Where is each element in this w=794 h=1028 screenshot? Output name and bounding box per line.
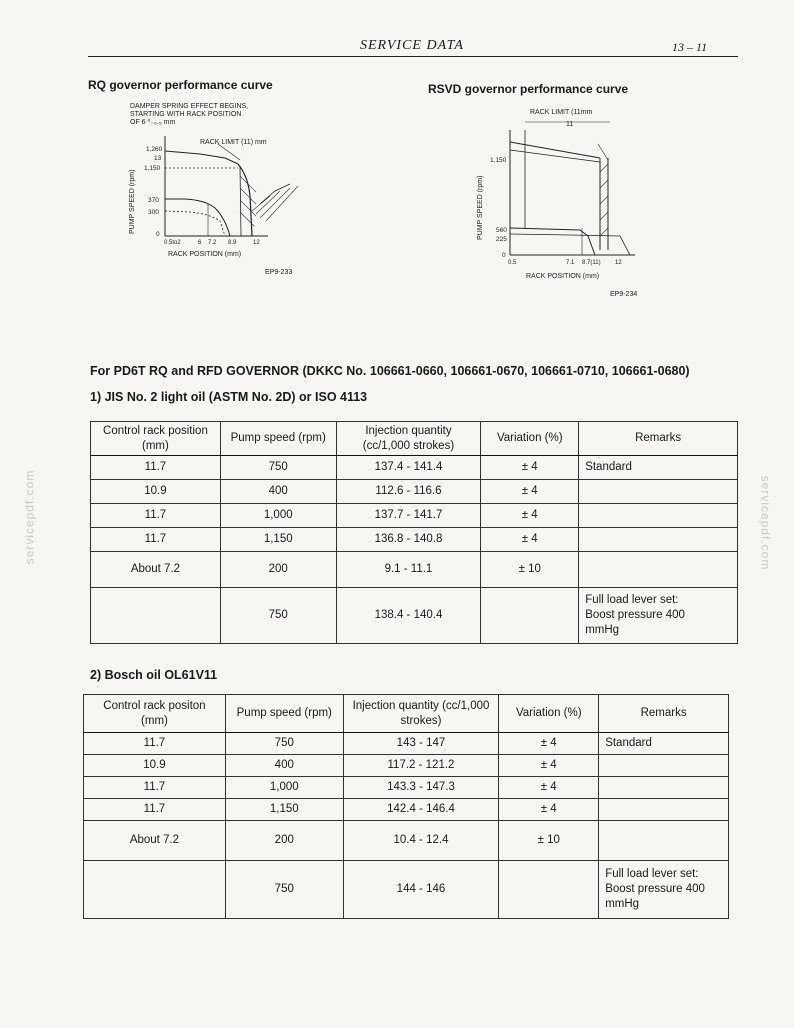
header-control-rack: Control rack position (mm): [91, 422, 221, 456]
cell-variation: ± 4: [499, 755, 599, 777]
table-row: [84, 733, 729, 755]
cell-control-rack: 11.7: [91, 528, 221, 552]
cell-control-rack: About 7.2: [91, 552, 221, 588]
cell-control-rack: [91, 588, 221, 644]
table-row: [91, 456, 738, 480]
cell-injection-quantity: 137.7 - 141.7: [336, 504, 481, 528]
cell-injection-quantity: 138.4 - 140.4: [336, 588, 481, 644]
rq-xtick-0.5to2: 0.5to2: [164, 240, 181, 246]
rsvd-xtick-0.5: 0.5: [508, 260, 517, 266]
header-rule: [88, 56, 738, 57]
cell-variation: ± 10: [481, 552, 579, 588]
cell-variation: ± 4: [499, 799, 599, 821]
rq-ytick-0: 0: [156, 231, 160, 238]
cell-pump-speed: 1,000: [225, 777, 343, 799]
page-header-title: SERVICE DATA: [360, 38, 464, 53]
cell-pump-speed: 200: [225, 821, 343, 861]
rq-note-line-3: OF 6 ⁰₋₀.₅ mm: [130, 119, 176, 126]
rsvd-x-axis-label: RACK POSITION (mm): [526, 273, 600, 280]
cell-pump-speed: 1,150: [220, 528, 336, 552]
cell-variation: ± 4: [481, 456, 579, 480]
cell-injection-quantity: 142.4 - 146.4: [343, 799, 499, 821]
rq-ytick-1260: 1,260: [146, 146, 163, 153]
cell-variation: ± 4: [481, 504, 579, 528]
cell-injection-quantity: 136.8 - 140.8: [336, 528, 481, 552]
cell-variation: [481, 588, 579, 644]
rsvd-figure-title: RSVD governor performance curve: [428, 82, 629, 96]
cell-remarks: [579, 528, 738, 552]
cell-injection-quantity: 117.2 - 121.2: [343, 755, 499, 777]
rq-figure-code: EP9-233: [265, 269, 293, 276]
cell-injection-quantity: 144 - 146: [343, 861, 499, 919]
cell-variation: ± 4: [499, 733, 599, 755]
table-2: [83, 694, 729, 919]
cell-remarks: [599, 799, 729, 821]
table-row: [91, 552, 738, 588]
table-2-header-row: [84, 695, 729, 733]
cell-remarks: Full load lever set: Boost pressure 400 mmHg: [579, 588, 738, 644]
table-row: [91, 528, 738, 552]
cell-pump-speed: 400: [225, 755, 343, 777]
rq-xtick-8.9: 8.9: [228, 240, 237, 246]
cell-variation: ± 4: [481, 528, 579, 552]
cell-variation: ± 4: [481, 480, 579, 504]
rsvd-xtick-12: 12: [615, 260, 622, 266]
cell-control-rack: 11.7: [84, 799, 226, 821]
rq-y-axis-label: PUMP SPEED (rpm): [129, 169, 136, 234]
rsvd-ytick-225: 225: [496, 236, 507, 243]
cell-injection-quantity: 10.4 - 12.4: [343, 821, 499, 861]
cell-remarks: Standard: [579, 456, 738, 480]
table-row: [91, 480, 738, 504]
rq-note-line-1: DAMPER SPRING EFFECT BEGINS,: [130, 103, 249, 110]
cell-control-rack: [84, 861, 226, 919]
cell-injection-quantity: 112.6 - 116.6: [336, 480, 481, 504]
cell-remarks: [579, 480, 738, 504]
cell-variation: ± 10: [499, 821, 599, 861]
cell-control-rack: About 7.2: [84, 821, 226, 861]
rq-xtick-12: 12: [253, 240, 260, 246]
rsvd-ytick-1150: 1,150: [490, 157, 507, 164]
table-row: [84, 799, 729, 821]
table-row: [84, 861, 729, 919]
rsvd-ytick-560: 560: [496, 227, 507, 234]
cell-pump-speed: 750: [225, 861, 343, 919]
cell-control-rack: 11.7: [91, 504, 221, 528]
cell-injection-quantity: 143.3 - 147.3: [343, 777, 499, 799]
rq-ytick-13: 13: [154, 155, 162, 162]
cell-control-rack: 10.9: [91, 480, 221, 504]
cell-control-rack: 10.9: [84, 755, 226, 777]
table-row: [84, 821, 729, 861]
rq-rack-limit-label: RACK LIMIT (11) mm: [200, 139, 267, 146]
watermark-left: servicepdf.com: [22, 469, 37, 565]
cell-control-rack: 11.7: [84, 777, 226, 799]
cell-pump-speed: 750: [225, 733, 343, 755]
rsvd-xtick-7.1: 7.1: [566, 260, 575, 266]
cell-pump-speed: 1,150: [225, 799, 343, 821]
cell-remarks: [579, 504, 738, 528]
table-1: [90, 421, 738, 644]
cell-injection-quantity: 9.1 - 11.1: [336, 552, 481, 588]
cell-remarks: Full load lever set: Boost pressure 400 mmHg: [599, 861, 729, 919]
cell-injection-quantity: 143 - 147: [343, 733, 499, 755]
rsvd-ytick-0: 0: [502, 252, 506, 259]
rsvd-rack-limit-label: RACK LIMIT (11mm: [530, 109, 593, 116]
cell-injection-quantity: 137.4 - 141.4: [336, 456, 481, 480]
table-2-title: 2) Bosch oil OL61V11: [90, 668, 218, 682]
page-number: 13 – 11: [672, 40, 708, 54]
rq-figure-title: RQ governor performance curve: [88, 78, 273, 92]
cell-variation: ± 4: [499, 777, 599, 799]
header-variation: Variation (%): [499, 695, 599, 733]
rsvd-rack-limit-value: 11: [566, 121, 574, 128]
cell-pump-speed: 200: [220, 552, 336, 588]
rsvd-xtick-8.7: 8.7(11): [582, 260, 601, 266]
rq-ytick-370: 370: [148, 197, 159, 204]
cell-pump-speed: 1,000: [220, 504, 336, 528]
cell-pump-speed: 750: [220, 588, 336, 644]
header-remarks: Remarks: [579, 422, 738, 456]
table-row: [84, 777, 729, 799]
table-1-title: 1) JIS No. 2 light oil (ASTM No. 2D) or ISO 4113: [90, 390, 368, 404]
table-row: [91, 588, 738, 644]
cell-remarks: [599, 821, 729, 861]
rsvd-governor-curve-diagram: [470, 100, 670, 300]
cell-remarks: [599, 777, 729, 799]
governor-applicability-line: For PD6T RQ and RFD GOVERNOR (DKKC No. 106661-0660, 106661-0670, 106661-0710, 106661-0680): [90, 364, 690, 378]
rq-x-axis-label: RACK POSITION (mm): [168, 251, 242, 258]
header-injection-quantity: Injection quantity (cc/1,000 strokes): [343, 695, 499, 733]
cell-pump-speed: 750: [220, 456, 336, 480]
header-control-rack: Control rack positon (mm): [84, 695, 226, 733]
header-pump-speed: Pump speed (rpm): [220, 422, 336, 456]
cell-variation: [499, 861, 599, 919]
cell-remarks: [579, 552, 738, 588]
table-row: [91, 504, 738, 528]
rsvd-y-axis-label: PUMP SPEED (rpm): [477, 175, 484, 240]
header-variation: Variation (%): [481, 422, 579, 456]
rq-governor-curve-diagram: [120, 96, 320, 284]
rq-xtick-7.2: 7.2: [208, 240, 217, 246]
header-remarks: Remarks: [599, 695, 729, 733]
watermark-right: servicepdf.com: [758, 475, 773, 571]
cell-remarks: [599, 755, 729, 777]
rq-ytick-300: 300: [148, 209, 159, 216]
cell-pump-speed: 400: [220, 480, 336, 504]
cell-remarks: Standard: [599, 733, 729, 755]
rq-note-line-2: STARTING WITH RACK POSITION: [130, 111, 242, 118]
rsvd-figure-code: EP9-234: [610, 291, 638, 298]
rq-ytick-1150: 1,150: [144, 165, 161, 172]
table-1-header-row: [91, 422, 738, 456]
rq-xtick-6: 6: [198, 240, 202, 246]
header-pump-speed: Pump speed (rpm): [225, 695, 343, 733]
cell-control-rack: 11.7: [84, 733, 226, 755]
cell-control-rack: 11.7: [91, 456, 221, 480]
header-injection-quantity: Injection quantity (cc/1,000 strokes): [336, 422, 481, 456]
table-row: [84, 755, 729, 777]
